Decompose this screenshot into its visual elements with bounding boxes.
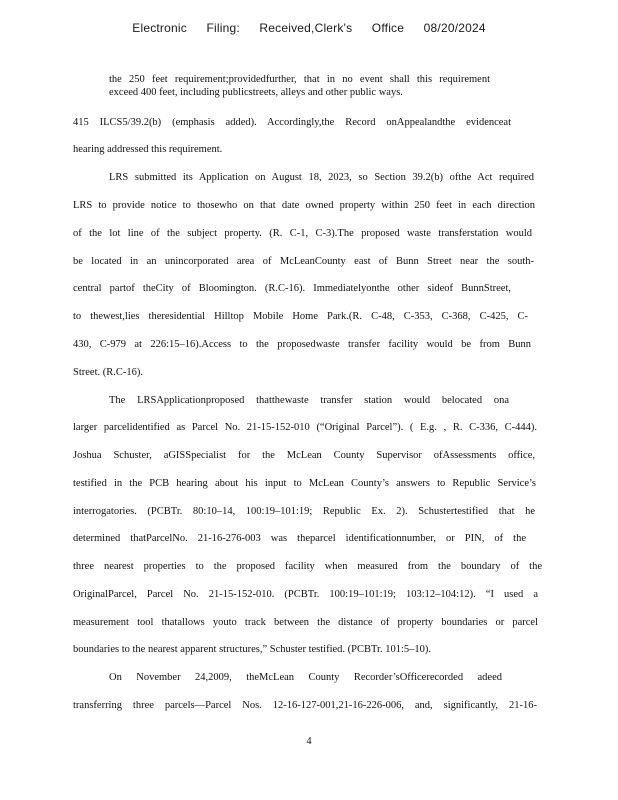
filing-header: Electronic Filing: Received,Clerk's Office 08/20/2024 (132, 21, 486, 35)
body-line: interrogatories. (PCBTr. 80:10–14, 100:19–101:19; Republic Ex. 2). Schustertestified that he (73, 506, 535, 517)
body-line: central partof theCity of Bloomington. (R.C-16). Immediatelyonthe other sideof BunnStreet, (73, 283, 511, 294)
body-line: transferring three parcels—Parcel Nos. 12-16-127-001,21-16-226-006, and, significantly, 21-16- (73, 700, 537, 711)
body-line: determined thatParcelNo. 21-16-276-003 was theparcel identificationnumber, or PIN, of the (73, 533, 526, 544)
body-line: boundaries to the nearest apparent structures,” Schuster testified. (PCBTr. 101:5–10). (73, 644, 431, 655)
body-line: to thewest,lies theresidential Hilltop Mobile Home Park.(R. C-48, C-353, C-368, C-425, C- (73, 311, 528, 322)
body-line: of the lot line of the subject property. (R. C-1, C-3).The proposed waste transferstation would (73, 228, 532, 239)
body-line: LRS submitted its Application on August 18, 2023, so Section 39.2(b) ofthe Act required (109, 172, 534, 183)
quote-line: the 250 feet requirement;providedfurther, that in no event shall this requirement (109, 74, 490, 85)
body-line: OriginalParcel, Parcel No. 21-15-152-010. (PCBTr. 100:19–101:19; 103:12–104:12). “I used a (73, 589, 538, 600)
body-line: three nearest properties to the proposed facility when measured from the boundary of the (73, 561, 542, 572)
body-line: Street. (R.C-16). (73, 367, 143, 378)
body-line: be located in an unincorporated area of McLeanCounty east of Bunn Street near the south- (73, 256, 534, 267)
page-number: 4 (306, 736, 312, 747)
body-line: LRS to provide notice to thosewho on that date owned property within 250 feet in each direction (73, 200, 535, 211)
body-line: 430, C-979 at 226:15–16).Access to the proposedwaste transfer facility would be from Bunn (73, 339, 531, 350)
body-line: hearing addressed this requirement. (73, 144, 223, 155)
body-line: 415 ILCS5/39.2(b) (emphasis added). Accordingly,the Record onAppealandthe evidenceat (73, 117, 511, 128)
body-line: testified in the PCB hearing about his input to McLean County’s answers to Republic Service’s (73, 478, 536, 489)
body-line: measurement tool thatallows youto track between the distance of property boundaries or parcel (73, 617, 538, 628)
body-line: Joshua Schuster, aGISSpecialist for the McLean County Supervisor ofAssessments office, (73, 450, 535, 461)
body-line: The LRSApplicationproposed thatthewaste transfer station would belocated ona (109, 395, 509, 406)
body-line: larger parcelidentified as Parcel No. 21-15-152-010 (“Original Parcel”). ( E.g. , R. C-336, C-444). (73, 422, 537, 433)
body-line: On November 24,2009, theMcLean County Recorder’sOfficerecorded adeed (109, 672, 502, 683)
quote-line: exceed 400 feet, including publicstreets, alleys and other public ways. (109, 87, 403, 98)
